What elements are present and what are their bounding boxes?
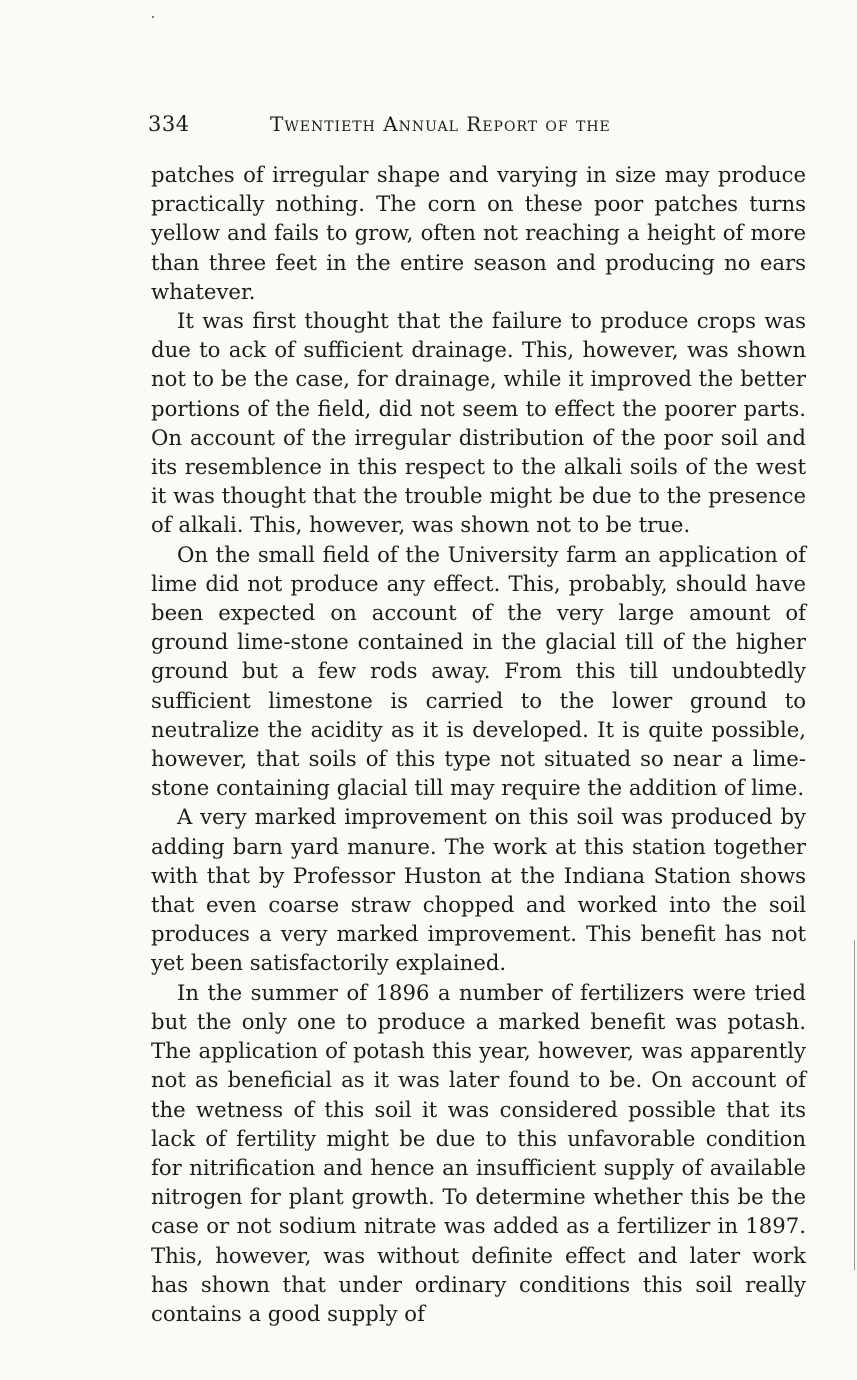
paragraph-continued: patches of irregular shape and varying in size may produce practically nothing. The corn on these poor patches turns yellow and fails to grow, often not reaching a height of more than three feet in the entire season and producing no ears whatever. bbox=[151, 162, 806, 304]
paragraph-fertilizers: In the summer of 1896 a number of fertilizers were tried but the only one to produce a marked benefit was potash. The application of potash this year, however, was apparently not as beneficial as it was later found to be. On account of the wetness of this soil it was considered possible that its lack of fertility might be due to this unfavorable condition for nitrification and hence an insufficient supply of available nitrogen for plant growth. To determine whether this be the case or not sodium nitrate was added as a fertilizer in 1897. This, however, was without definite effect and later work has shown that under ordinary conditions this soil really contains a good supply of bbox=[151, 979, 806, 1326]
paragraph-drainage: It was first thought that the failure to produce crops was due to ack of sufficient drainage. This, however, was shown not to be the case, for drainage, while it improved the better portions of the field, did not seem to effect the poorer parts. On account of the irregular distribution of the poor soil and its resemblence in this respect to the alkali soils of the west it was thought that the trouble might be due to the presence of alkali. This, however, was shown not to be true. bbox=[151, 308, 806, 538]
body-text bbox=[151, 160, 806, 1328]
page-number: 334 bbox=[148, 112, 190, 136]
paragraph-manure: A very marked improvement on this soil was produced by adding barn yard manure. The work at this station together with that by Professor Huston at the Indiana Station shows that even coarse straw chopped and worked into the soil produces a very marked improvement. This benefit has not yet been satisfactorily explained. bbox=[151, 804, 806, 976]
scan-speck bbox=[152, 16, 154, 18]
page-header bbox=[148, 112, 812, 142]
paragraph-lime: On the small field of the University farm an application of lime did not produce any effect. This, probably, should have been expected on account of the very large amount of ground lime-stone contained in the glacial till of the higher ground but a few rods away. From this till undoubtedly sufficient limestone is carried to the lower ground to neutralize the acidity as it is developed. It is quite possible, however, that soils of this type not situated so near a lime-stone containing glacial till may require the addition of lime. bbox=[151, 541, 806, 801]
running-head: Twentieth Annual Report of the bbox=[270, 112, 611, 136]
scan-edge-line bbox=[854, 940, 855, 1270]
